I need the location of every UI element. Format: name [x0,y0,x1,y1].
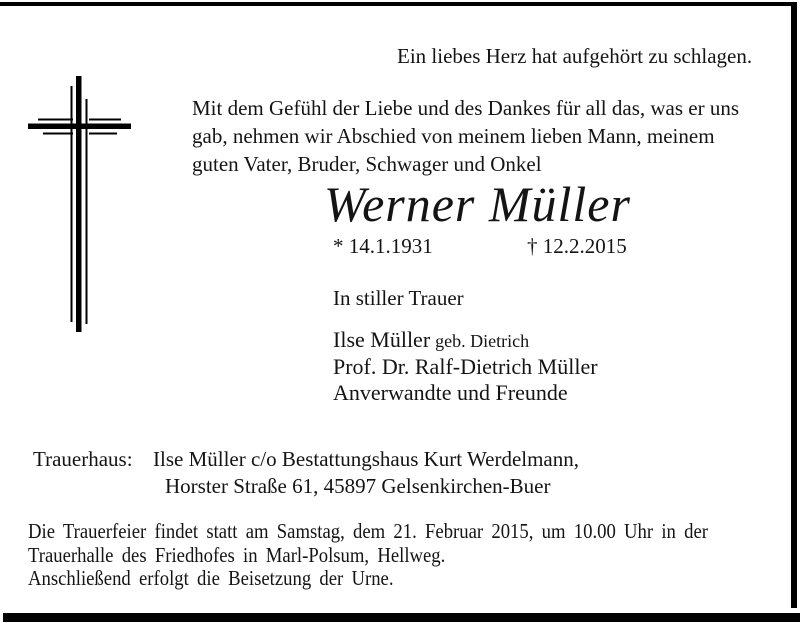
funeral-line: Trauerhalle des Friedhofes in Marl-Polsum, Hellweg. [28,542,446,567]
funeral-line: Anschließend erfolgt die Beisetzung der Urne. [28,566,394,590]
cross-icon [25,60,140,337]
funeral-line: Die Trauerfeier findet statt am Samstag, dem 21. Februar 2015, um 10.00 Uhr in der [28,519,708,543]
trauerhaus-label: Trauerhaus: [33,447,133,471]
trauerhaus-row [33,446,579,473]
funeral-info-paragraph [28,520,800,591]
trauerhaus-block [33,446,579,499]
clipping-border-top [0,2,797,6]
intro-paragraph [192,94,739,178]
birth-date: * 14.1.1931 [333,234,433,258]
opening-line: Ein liebes Herz hat aufgehört zu schlagen. [397,44,753,68]
clipping-border-right [791,2,797,608]
mourner-line [333,327,598,354]
death-date: † 12.2.2015 [527,234,627,258]
mourner-name-suffix: geb. Dietrich [435,331,530,351]
trauerhaus-address-line: Ilse Müller c/o Bestattungshaus Kurt Werdelmann, [153,447,579,471]
mourners-list [333,327,598,406]
mourner-line: Prof. Dr. Ralf-Dietrich Müller [333,354,598,379]
trauerhaus-address-line: Horster Straße 61, 45897 Gelsenkirchen-Buer [165,473,551,498]
intro-line: guten Vater, Bruder, Schwager und Onkel [192,152,542,176]
mourner-name: Ilse Müller [333,327,431,352]
intro-line: gab, nehmen wir Abschied von meinem lieben Mann, meinem [192,124,715,148]
deceased-name: Werner Müller [324,176,631,232]
life-dates [333,235,673,257]
clipping-border-bottom [3,613,800,622]
mourning-phrase: In stiller Trauer [333,286,464,310]
intro-line: Mit dem Gefühl der Liebe und des Dankes für all das, was er uns [192,96,740,120]
funeral-info-text [28,520,800,591]
mourner-line: Anverwandte und Freunde [333,380,568,405]
